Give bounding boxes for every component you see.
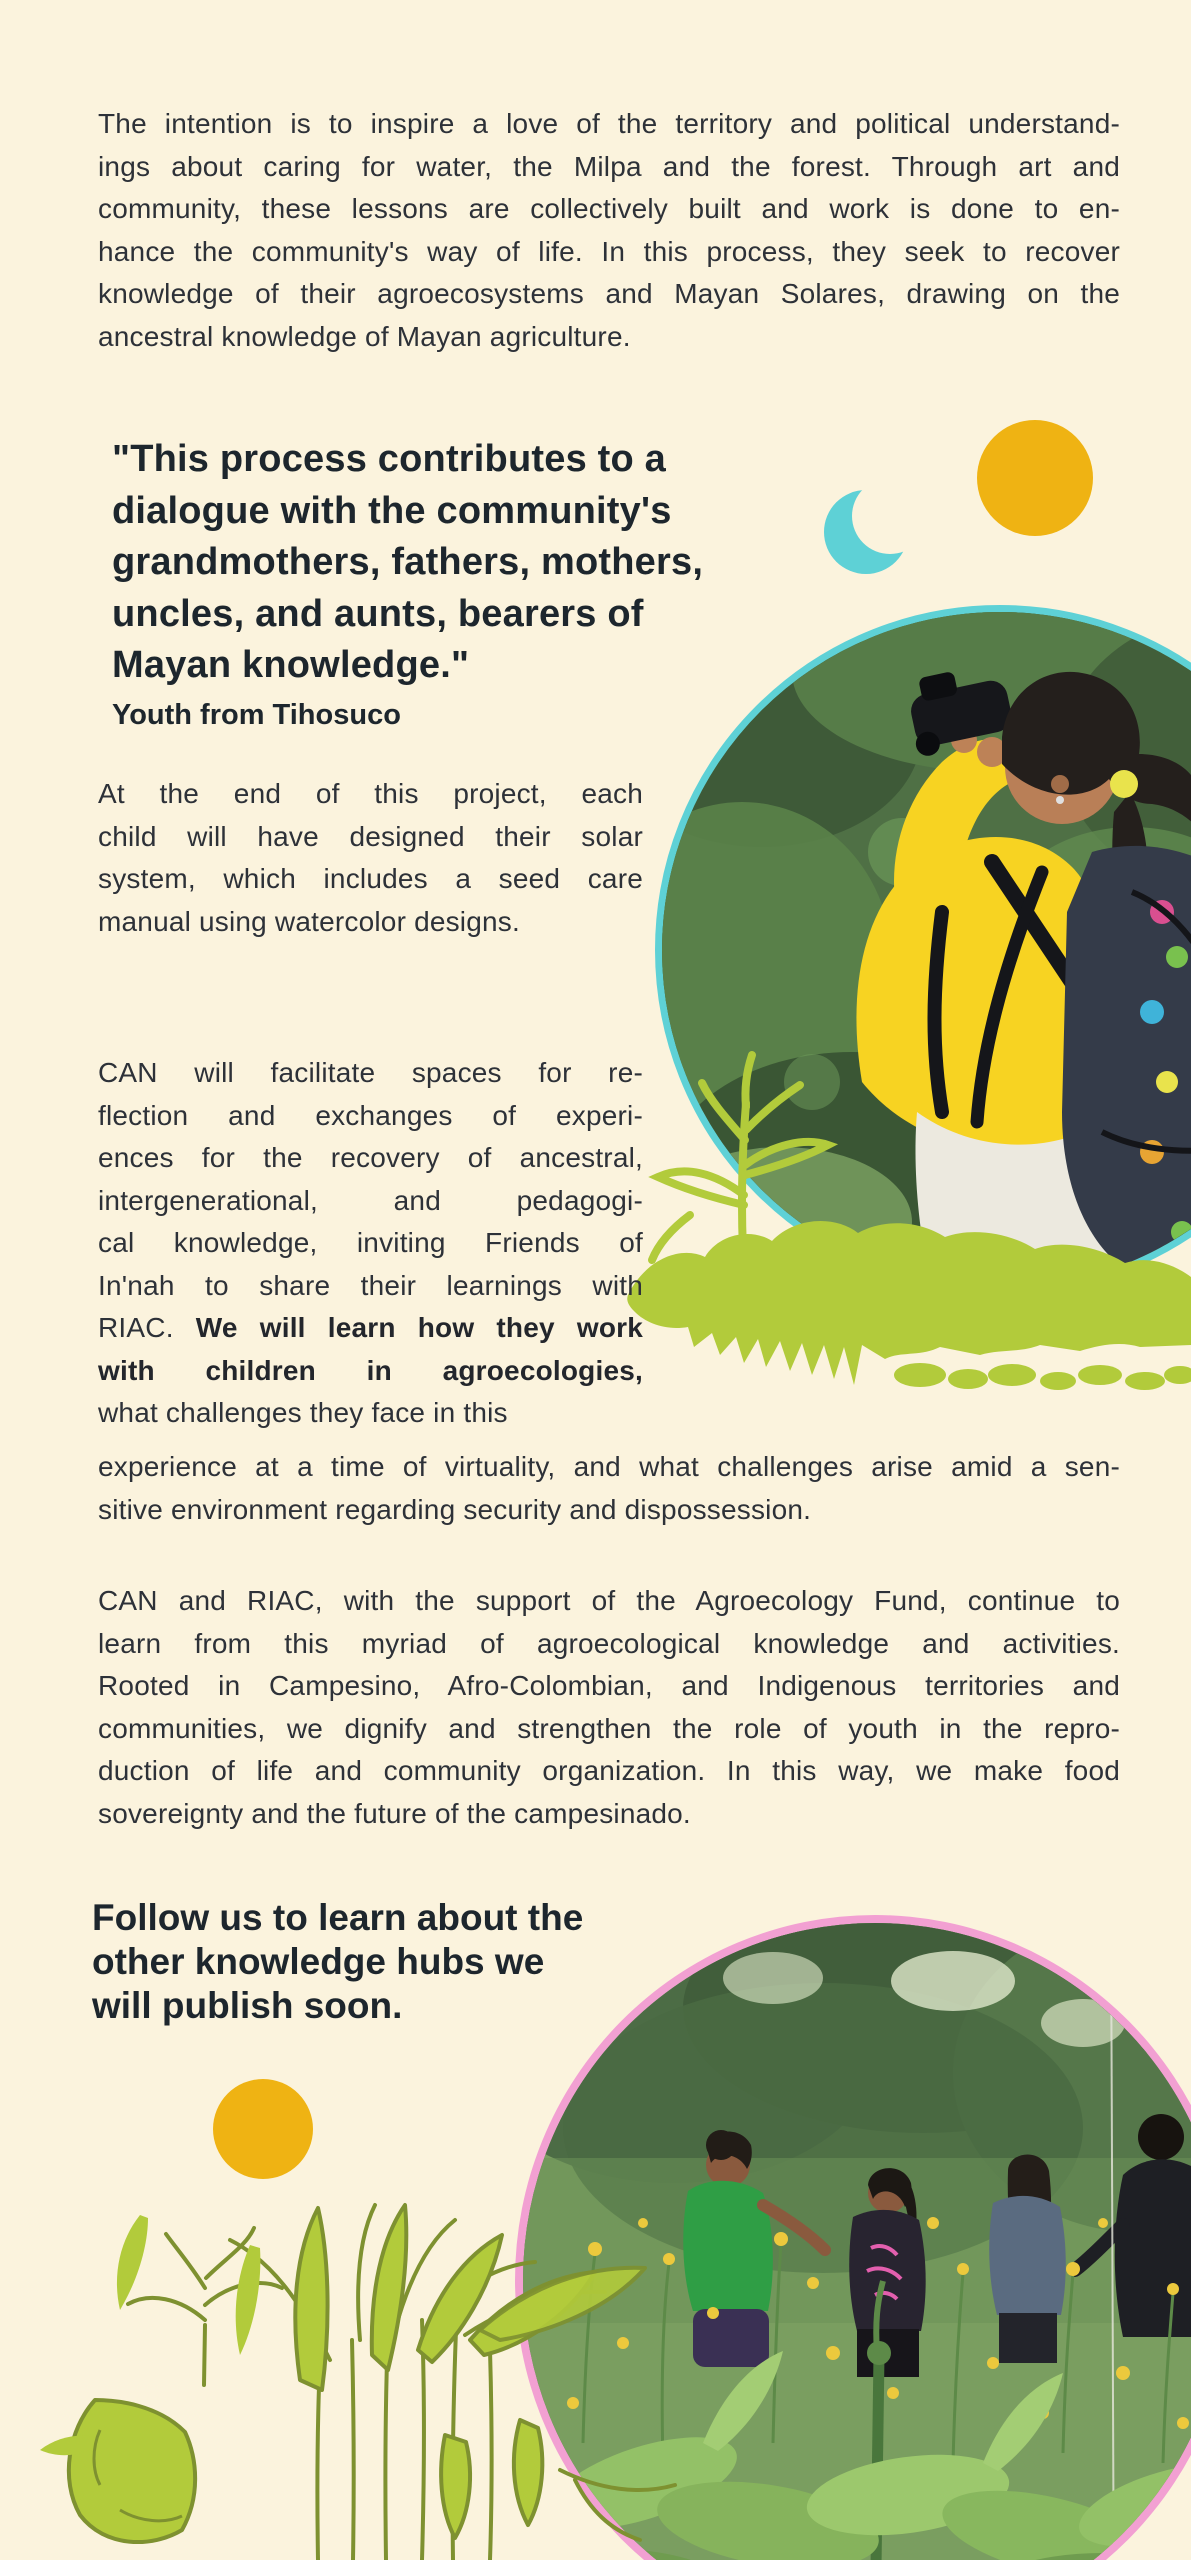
text-line: knowledge of their agroecosystems and Mayan Solares, drawing on the [98, 278, 1120, 309]
text-line: In'nah to share their learnings with [98, 1269, 643, 1301]
pull-quote [112, 434, 703, 692]
text-line: communities, we dignify and strengthen the role of youth in the repro- [98, 1712, 1120, 1744]
text-line: At the end of this project, each [98, 778, 643, 809]
column-paragraph-2 [98, 1052, 643, 1435]
text-line: flection and exchanges of experi- [98, 1099, 643, 1131]
text-line: CAN will facilitate spaces for re- [98, 1057, 643, 1088]
text-line: Rooted in Campesino, Afro-Colombian, and Indigenous territories and [98, 1670, 1120, 1701]
text-line: ences for the recovery of ancestral, [98, 1142, 643, 1173]
text-line: RIAC. We will learn how they work [98, 1312, 644, 1343]
quote-line: "This process contributes to a [112, 438, 667, 480]
sun-icon [213, 2079, 313, 2179]
quote-line: grandmothers, fathers, mothers, [112, 541, 704, 583]
text-line: hance the community's way of life. In this process, they seek to recover [98, 235, 1120, 267]
text-line: learn from this myriad of agroecological knowledge and activities. [98, 1627, 1120, 1659]
text-line: with children in agroecologies, [98, 1354, 643, 1386]
text-line: ancestral knowledge of Mayan agriculture. [98, 320, 631, 352]
continuation-paragraph [98, 1446, 1120, 1531]
crescent-moon-icon [824, 486, 914, 576]
text-line: sitive environment regarding security and dispossession. [98, 1493, 812, 1525]
closing-paragraph [98, 1580, 1120, 1835]
text-line: duction of life and community organization. In this way, we make food [98, 1755, 1120, 1786]
text-line: system, which includes a seed care [98, 863, 643, 894]
text-line: CAN and RIAC, with the support of the Agroecology Fund, continue to [98, 1585, 1120, 1616]
text-line: what challenges they face in this [98, 1397, 508, 1428]
heading-line: other knowledge hubs we [92, 1941, 545, 1982]
text-line: intergenerational, and pedagogi- [98, 1184, 643, 1216]
quote-line: uncles, and aunts, bearers of [112, 592, 644, 635]
text-line: community, these lessons are collectively built and work is done to en- [98, 193, 1120, 224]
text-line: experience at a time of virtuality, and what challenges arise amid a sen- [98, 1451, 1120, 1482]
text-line: ings about caring for water, the Milpa and the forest. Through art and [98, 150, 1120, 182]
follow-heading [92, 1896, 583, 2028]
heading-line: will publish soon. [92, 1985, 403, 2026]
text-line: sovereignty and the future of the campesinado. [98, 1797, 691, 1829]
plant-line-illustration [0, 2180, 700, 2560]
grass-silhouette [627, 1221, 1191, 1390]
column-paragraph-1 [98, 773, 643, 943]
text-line: The intention is to inspire a love of the territory and political understand- [98, 108, 1120, 139]
text-line: manual using watercolor designs. [98, 905, 520, 937]
text-line: cal knowledge, inviting Friends of [98, 1227, 643, 1258]
quote-line: dialogue with the community's [112, 489, 672, 532]
quote-attribution: Youth from Tihosuco [112, 699, 401, 731]
sun-icon [977, 420, 1093, 536]
heading-line: Follow us to learn about the [92, 1897, 584, 1938]
corn-and-grass-illustration [600, 1045, 1191, 1390]
intro-paragraph [98, 103, 1120, 358]
text-line: child will have designed their solar [98, 820, 643, 852]
quote-line: Mayan knowledge." [112, 644, 470, 686]
